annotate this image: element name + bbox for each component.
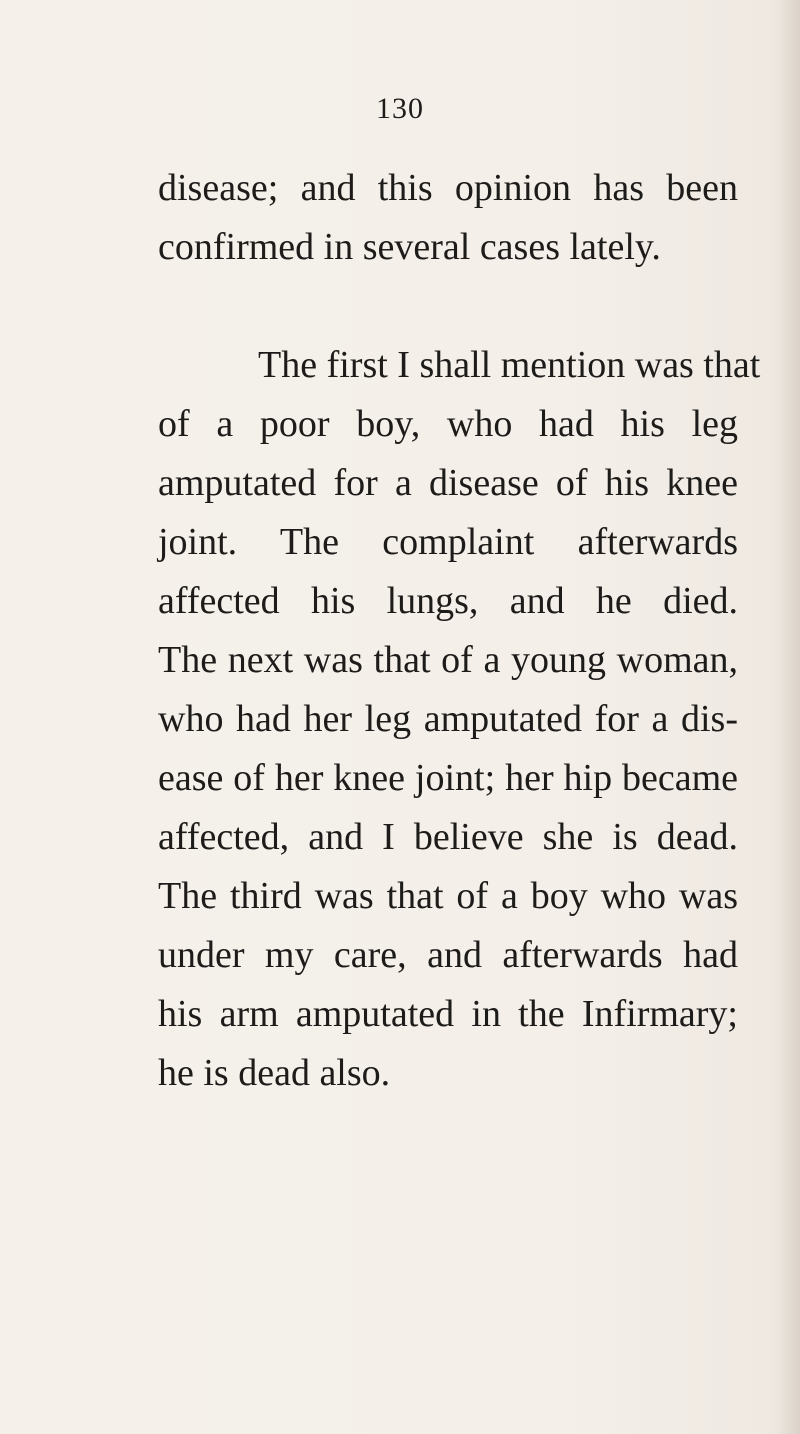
text-line: ease of her knee joint; her hip became — [158, 757, 738, 799]
text-line: of a poor boy, who had his leg — [158, 403, 738, 445]
text-line: he is dead also. — [158, 1052, 391, 1094]
text-line: disease; and this opinion has been — [158, 167, 738, 209]
text-line: affected his lungs, and he died. — [158, 580, 738, 622]
text-line: The first I shall mention was that — [258, 344, 761, 386]
text-line: amputated for a disease of his knee — [158, 462, 738, 504]
paragraph-2 — [158, 336, 761, 1103]
paragraph-1 — [158, 159, 738, 277]
text-line: who had her leg amputated for a dis- — [158, 698, 738, 740]
text-line: affected, and I believe she is dead. — [158, 816, 738, 858]
page-edge-shadow — [778, 0, 800, 1434]
page-number: 130 — [376, 92, 424, 125]
text-line: confirmed in several cases lately. — [158, 226, 661, 268]
text-line: his arm amputated in the Infirmary; — [158, 993, 738, 1035]
text-line: The third was that of a boy who was — [158, 875, 738, 917]
text-line: The next was that of a young woman, — [158, 639, 738, 681]
text-line: joint. The complaint afterwards — [158, 521, 738, 563]
text-line: under my care, and afterwards had — [158, 934, 738, 976]
